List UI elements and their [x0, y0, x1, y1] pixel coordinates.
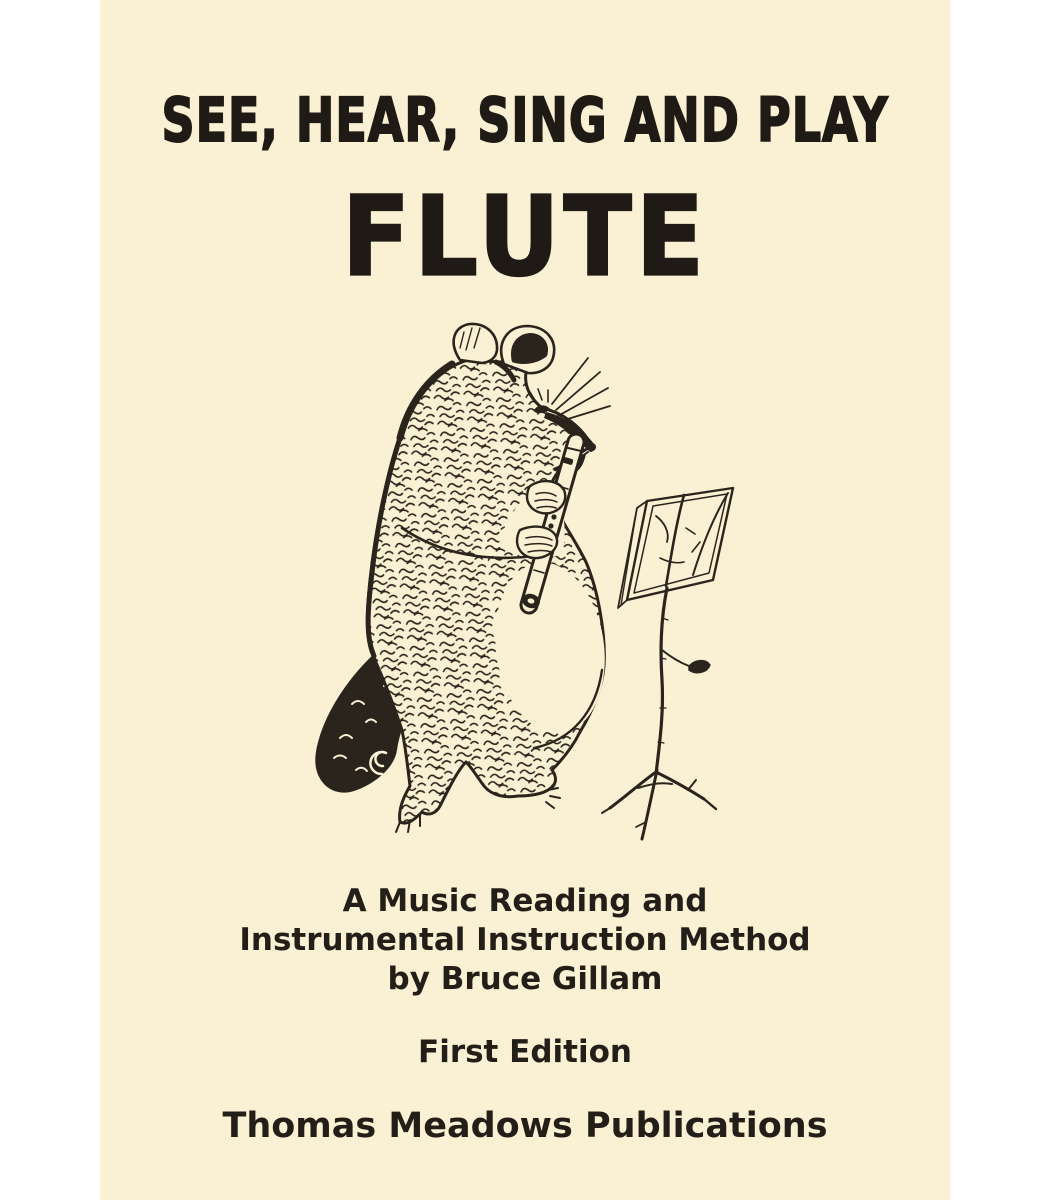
subtitle-line-1: A Music Reading and — [342, 883, 708, 919]
subtitle-block — [100, 882, 950, 999]
music-stand — [602, 488, 733, 839]
stand-pole — [656, 588, 710, 774]
possum — [315, 324, 615, 832]
edition-label: First Edition — [418, 1034, 632, 1070]
publisher-name: Thomas Meadows Publications — [222, 1106, 828, 1146]
title-line: SEE, HEAR, SING AND PLAY — [161, 84, 889, 156]
twig-leaf — [689, 661, 710, 673]
stand-tripod-feet — [602, 770, 716, 839]
possum-flutist-illustration — [300, 318, 780, 870]
possum-whiskers — [552, 358, 610, 422]
book-cover — [100, 0, 950, 1200]
sheet-music — [618, 488, 733, 608]
possum-illustration-svg — [300, 318, 780, 870]
subtitle-line-3: by Bruce Gillam — [387, 961, 663, 997]
subtitle-line-2: Instrumental Instruction Method — [239, 922, 811, 958]
title-instrument: FLUTE — [341, 172, 709, 301]
possum-nose — [588, 443, 596, 451]
